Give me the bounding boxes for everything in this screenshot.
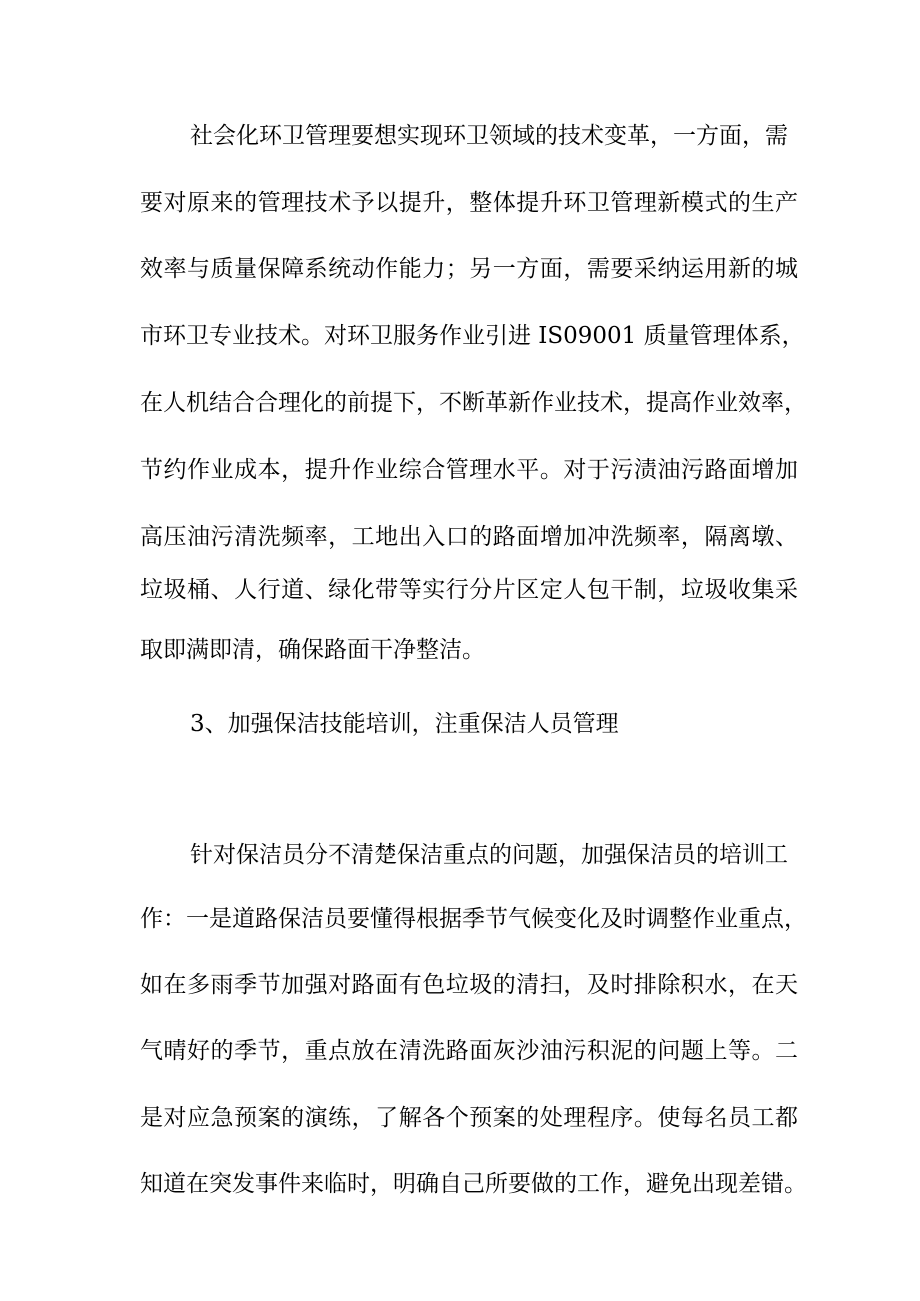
- paragraph-line: 要对原来的管理技术予以提升，整体提升环卫管理新模式的生产: [140, 190, 798, 216]
- paragraph-line: 在人机结合合理化的前提下，不断革新作业技术，提高作业效率，: [140, 390, 807, 416]
- paragraph-line: 垃圾桶、人行道、绿化带等实行分片区定人包干制，垃圾收集采: [140, 577, 798, 603]
- paragraph-line: 高压油污清洗频率，工地出入口的路面增加冲洗频率，隔离墩、: [140, 524, 798, 550]
- paragraph-line: 是对应急预案的演练，了解各个预案的处理程序。使每名员工都: [140, 1105, 798, 1131]
- paragraph-line: 取即满即清，确保路面干净整洁。: [140, 637, 485, 663]
- paragraph-line: 效率与质量保障系统动作能力；另一方面，需要采纳运用新的城: [140, 256, 798, 282]
- paragraph-line: 节约作业成本，提升作业综合管理水平。对于污渍油污路面增加: [140, 457, 798, 483]
- paragraph-line: 知道在突发事件来临时，明确自己所要做的工作，避免出现差错。: [140, 1171, 807, 1197]
- paragraph-line: 市环卫专业技术。对环卫服务作业引进 IS09001 质量管理体系，: [140, 323, 805, 349]
- paragraph-line: 气晴好的季节，重点放在清洗路面灰沙油污积泥的问题上等。二: [140, 1038, 798, 1064]
- paragraph-line: 作：一是道路保洁员要懂得根据季节气候变化及时调整作业重点，: [140, 906, 807, 932]
- paragraph-line: 社会化环卫管理要想实现环卫领域的技术变革，一方面，需: [190, 123, 788, 149]
- section-heading: 3、加强保洁技能培训，注重保洁人员管理: [190, 711, 619, 737]
- paragraph-line: 针对保洁员分不清楚保洁重点的问题，加强保洁员的培训工: [190, 842, 788, 868]
- paragraph-line: 如在多雨季节加强对路面有色垃圾的清扫，及时排除积水，在天: [140, 972, 798, 998]
